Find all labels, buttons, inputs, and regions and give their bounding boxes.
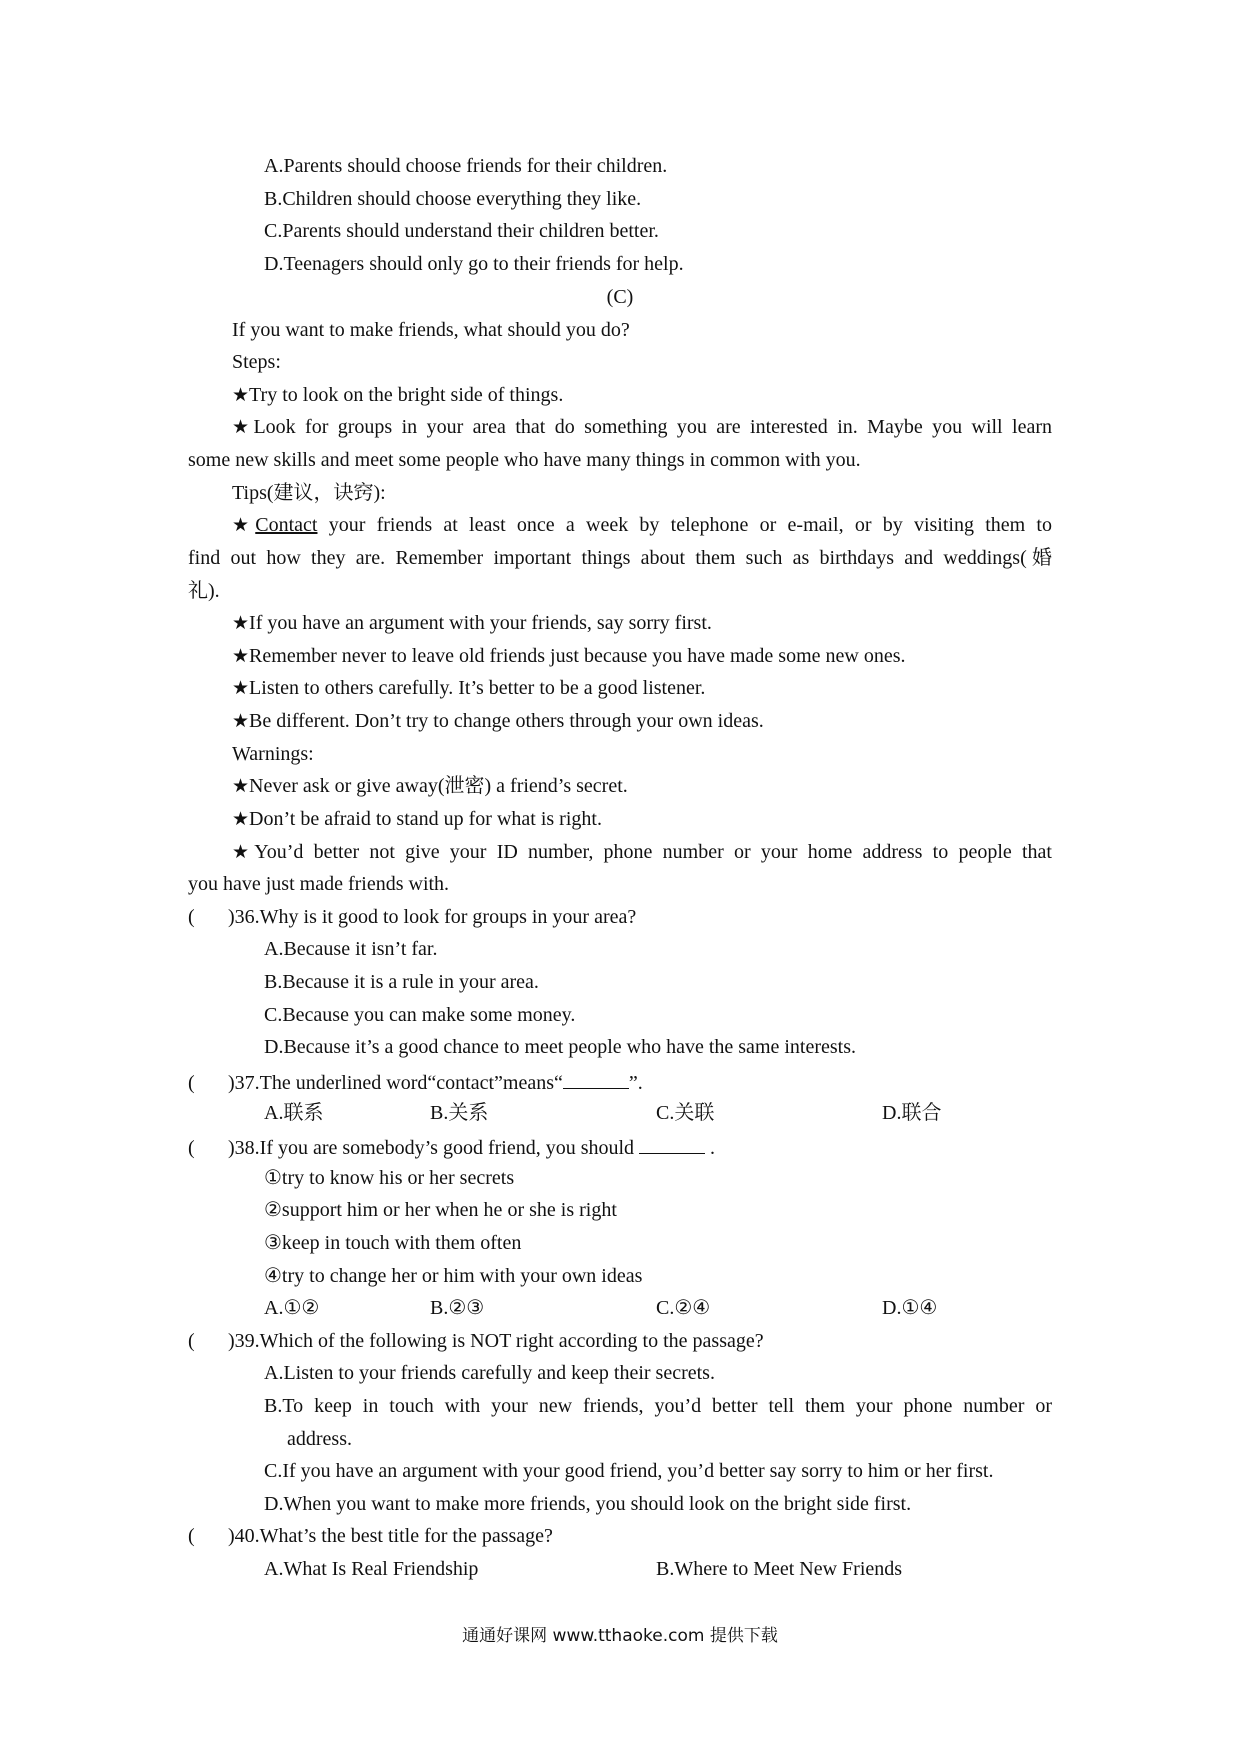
star-icon: ★	[232, 384, 250, 406]
question-36: ( )36.Why is it good to look for groups in your area?	[188, 906, 637, 928]
answer-paren: (	[188, 1137, 195, 1159]
q36-option-d: D.Because it’s a good chance to meet people who have the same interests.	[264, 1036, 857, 1058]
steps-heading: Steps:	[232, 351, 281, 373]
step-1: ★Try to look on the bright side of things.	[232, 384, 564, 406]
section-label: (C)	[606, 286, 634, 308]
q37-option-b: B.关系	[430, 1102, 489, 1124]
q37-option-a: A.联系	[264, 1102, 324, 1124]
q38-item-1: ①try to know his or her secrets	[264, 1167, 515, 1189]
star-icon: ★	[232, 841, 255, 863]
q38-item-3: ③keep in touch with them often	[264, 1232, 522, 1254]
step-2-line-2: some new skills and meet some people who have many things in common with you.	[188, 449, 861, 471]
tip-1-line-1: ★Contact your friends at least once a week by telephone or e-mail, or by visiting them to	[232, 514, 1052, 536]
q37-option-c: C.关联	[656, 1102, 715, 1124]
star-icon: ★	[232, 514, 256, 536]
q36-option-c: C.Because you can make some money.	[264, 1004, 576, 1026]
q40-option-b: B.Where to Meet New Friends	[656, 1558, 903, 1580]
underlined-word-contact: Contact	[255, 514, 318, 536]
warning-1: ★Never ask or give away(泄密) a friend’s secret.	[232, 775, 628, 797]
star-icon: ★	[232, 808, 250, 830]
prev-option-b: B.Children should choose everything they like.	[264, 188, 642, 210]
tips-heading: Tips(建议，诀窍):	[232, 482, 386, 504]
q40-option-a: A.What Is Real Friendship	[264, 1558, 479, 1580]
prev-option-a: A.Parents should choose friends for their children.	[264, 155, 668, 177]
star-icon: ★	[232, 612, 250, 634]
page-footer: 通通好课网 www.tthaoke.com 提供下载	[462, 1626, 778, 1646]
q38-option-d: D.①④	[882, 1297, 938, 1319]
question-37: ( )37.The underlined word“contact”means“ ”.	[188, 1072, 643, 1094]
q38-option-b: B.②③	[430, 1297, 485, 1319]
q39-option-a: A.Listen to your friends carefully and keep their secrets.	[264, 1362, 715, 1384]
warning-3-line-2: you have just made friends with.	[188, 873, 450, 895]
question-39: ( )39.Which of the following is NOT right according to the passage?	[188, 1330, 764, 1352]
q36-option-a: A.Because it isn’t far.	[264, 938, 438, 960]
tip-3: ★Remember never to leave old friends just because you have made some new ones.	[232, 645, 906, 667]
q36-option-b: B.Because it is a rule in your area.	[264, 971, 539, 993]
answer-paren: (	[188, 1525, 195, 1547]
answer-paren: (	[188, 906, 195, 928]
q37-option-d: D.联合	[882, 1102, 942, 1124]
answer-paren: (	[188, 1330, 195, 1352]
q39-option-d: D.When you want to make more friends, you should look on the bright side first.	[264, 1493, 912, 1515]
question-40: ( )40.What’s the best title for the passage?	[188, 1525, 553, 1547]
q38-option-c: C.②④	[656, 1297, 711, 1319]
tip-5: ★Be different. Don’t try to change others through your own ideas.	[232, 710, 764, 732]
q38-option-a: A.①②	[264, 1297, 320, 1319]
question-38: ( )38.If you are somebody’s good friend, you should .	[188, 1137, 716, 1159]
q39-option-b-cont: address.	[287, 1428, 352, 1450]
tip-1-line-3: 礼).	[188, 580, 220, 602]
q38-item-2: ②support him or her when he or she is right	[264, 1199, 617, 1221]
star-icon: ★	[232, 416, 254, 438]
warning-3-line-1: ★You’d better not give your ID number, phone number or your home address to people that	[232, 841, 1052, 863]
q39-option-b: B.To keep in touch with your new friends, you’d better tell them your phone number or	[264, 1395, 1052, 1417]
q39-option-c: C.If you have an argument with your good friend, you’d better say sorry to him or her first.	[264, 1460, 994, 1482]
answer-blank	[639, 1135, 705, 1154]
prev-option-c: C.Parents should understand their children better.	[264, 220, 659, 242]
passage-intro: If you want to make friends, what should you do?	[232, 319, 630, 341]
answer-paren: (	[188, 1072, 195, 1094]
prev-option-d: D.Teenagers should only go to their friends for help.	[264, 253, 684, 275]
tip-2: ★If you have an argument with your friends, say sorry first.	[232, 612, 712, 634]
star-icon: ★	[232, 710, 250, 732]
star-icon: ★	[232, 677, 250, 699]
tip-4: ★Listen to others carefully. It’s better to be a good listener.	[232, 677, 706, 699]
answer-blank	[563, 1070, 629, 1089]
tip-1-line-2: find out how they are. Remember important things about them such as birthdays and weddings(婚	[188, 547, 1052, 569]
warning-2: ★Don’t be afraid to stand up for what is right.	[232, 808, 602, 830]
q38-item-4: ④try to change her or him with your own ideas	[264, 1265, 643, 1287]
step-2-line-1: ★Look for groups in your area that do something you are interested in. Maybe you will learn	[232, 416, 1052, 438]
star-icon: ★	[232, 775, 250, 797]
star-icon: ★	[232, 645, 250, 667]
warnings-heading: Warnings:	[232, 743, 314, 765]
